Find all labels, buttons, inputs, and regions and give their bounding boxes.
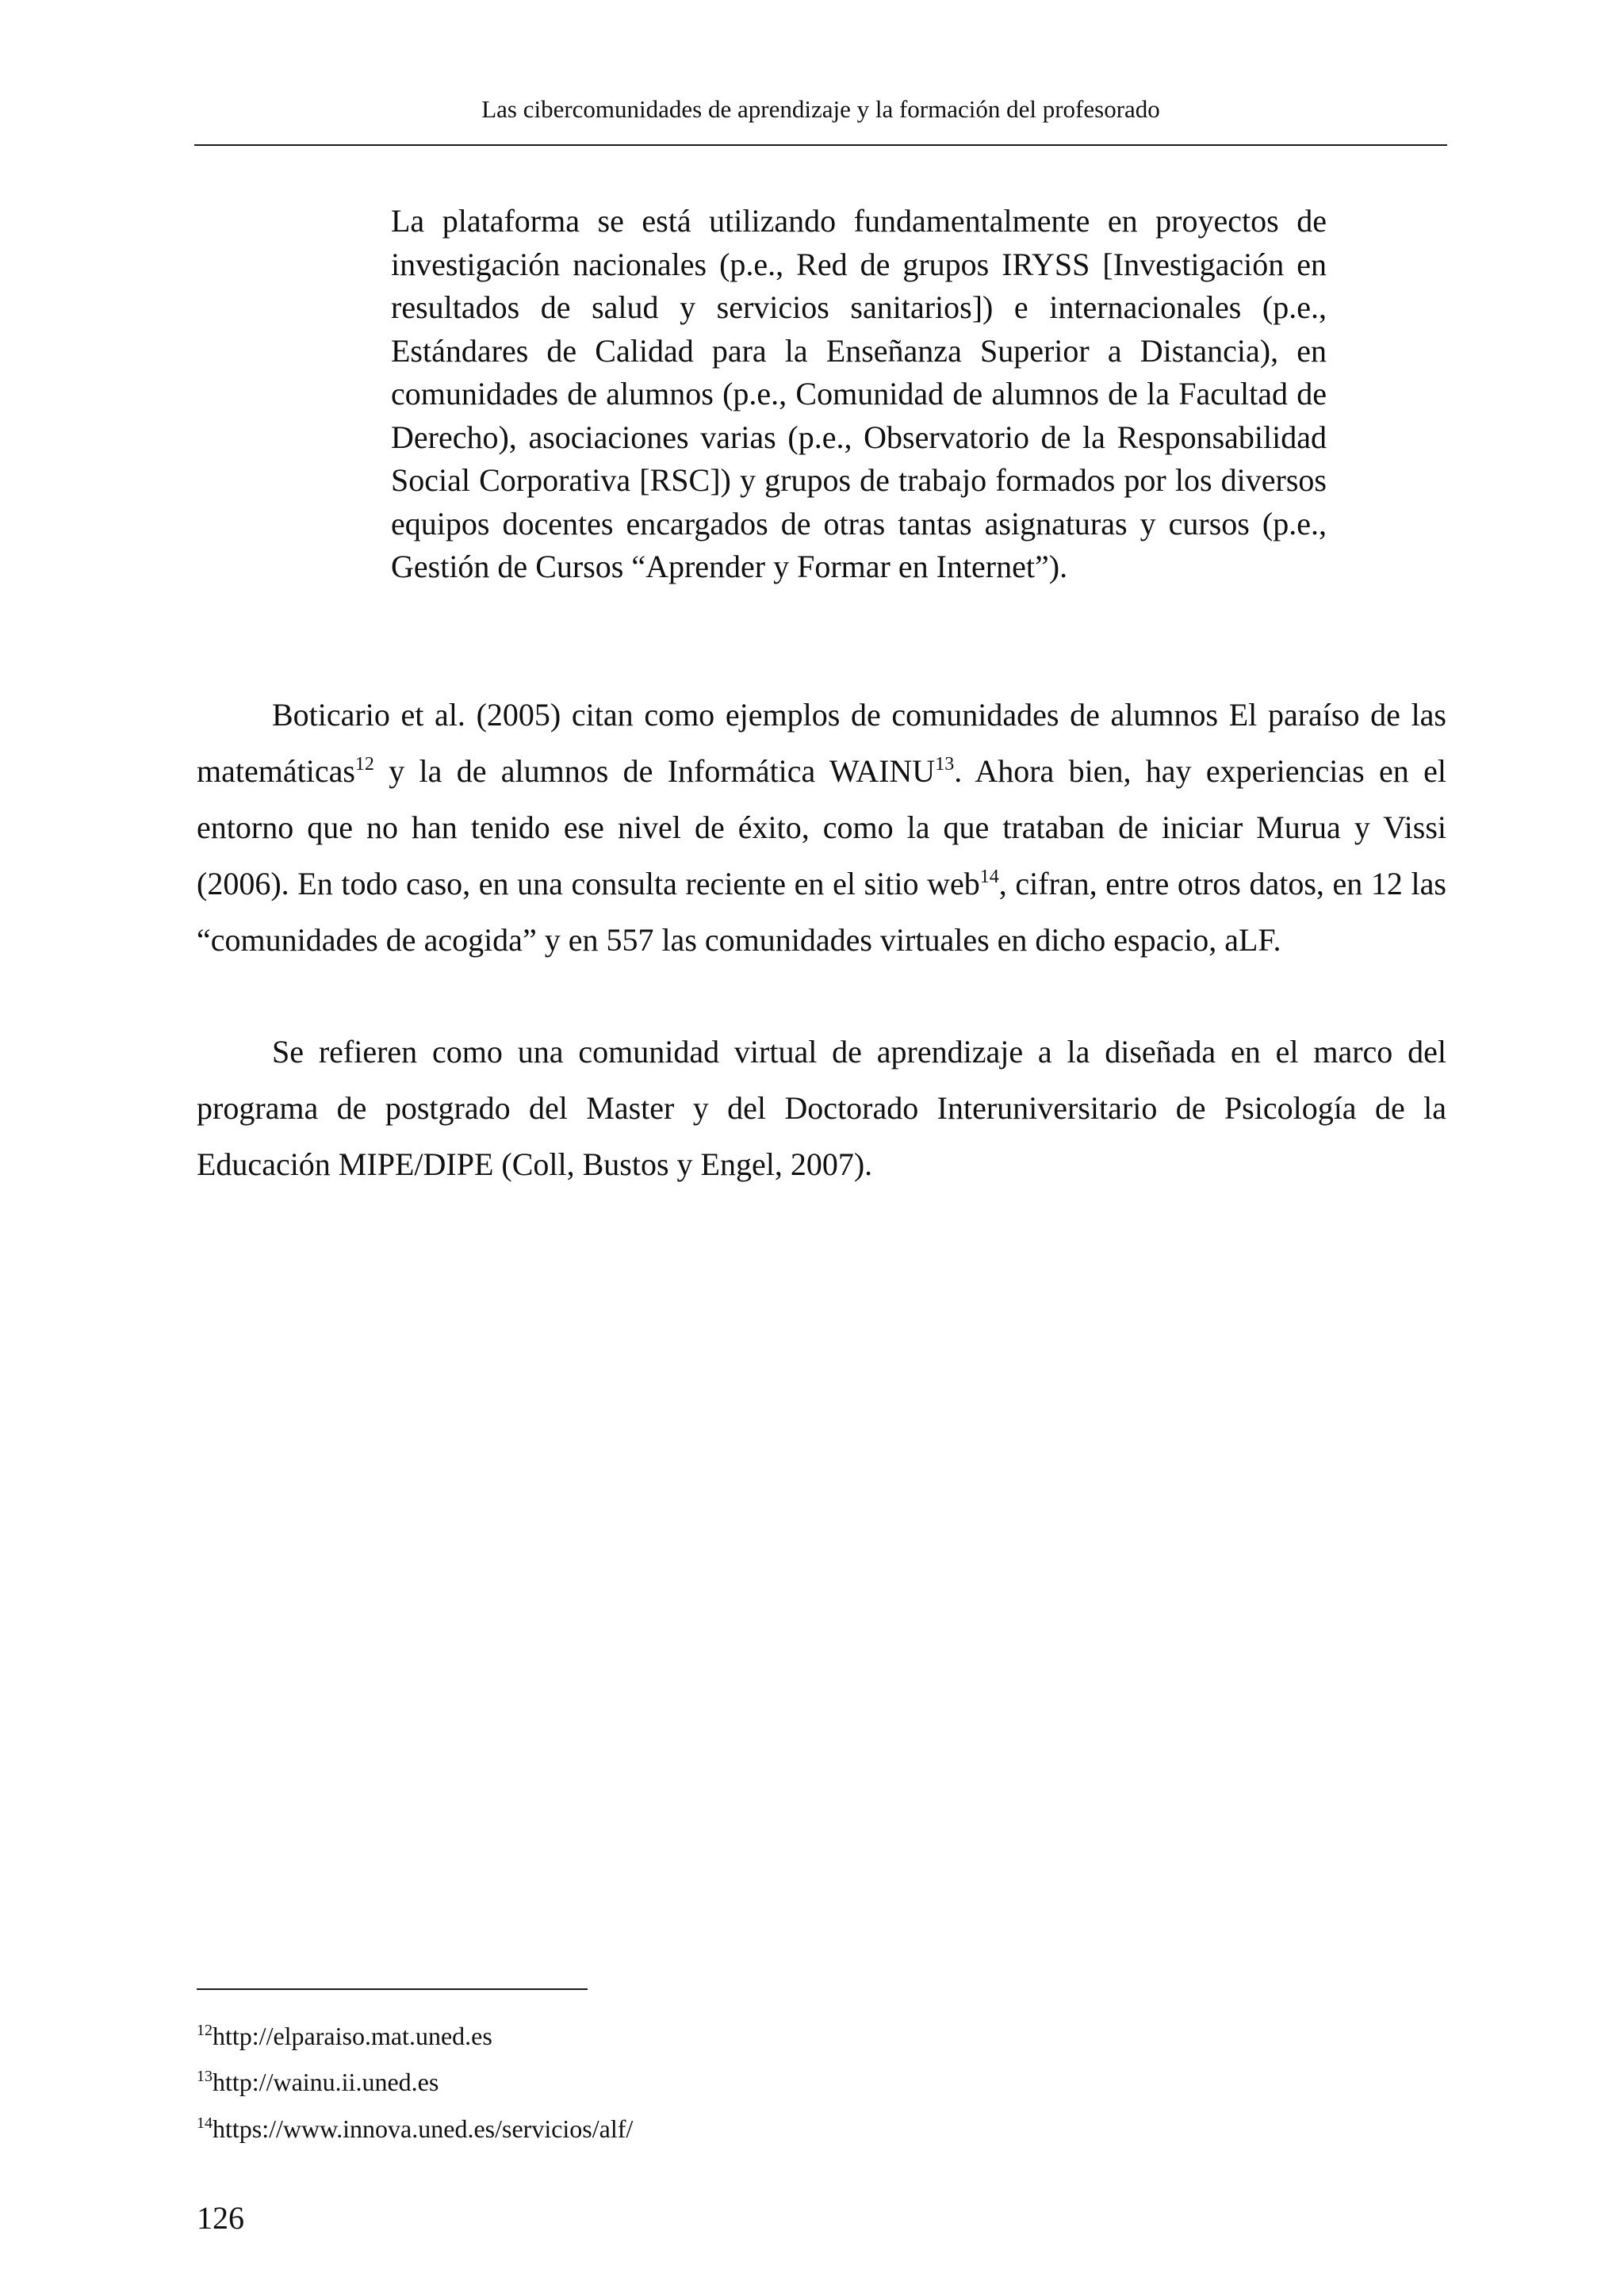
footnote-link[interactable]: https://www.innova.uned.es/servicios/alf/ bbox=[213, 2114, 634, 2143]
running-header: Las cibercomunidades de aprendizaje y la formación del profesorado bbox=[481, 95, 1160, 123]
footnote-number: 14 bbox=[197, 2114, 213, 2132]
body-paragraph: Se refieren como una comunidad virtual de aprendizaje a la diseñada en el marco del programa de postgrado del Master y del Doctorado Interuniversitario de Psicología de la Educación MIPE/DIPE (Coll, Bustos y Engel, 2007). bbox=[197, 1034, 1446, 1182]
footnote-number: 13 bbox=[197, 2068, 213, 2085]
footnote-number: 12 bbox=[197, 2022, 213, 2039]
paragraph-text: y la de alumnos de Informática WAINU bbox=[373, 753, 936, 789]
header-rule bbox=[194, 144, 1447, 146]
footnote bbox=[197, 2020, 492, 2052]
footnote bbox=[197, 2113, 633, 2145]
footnote-link[interactable]: http://elparaiso.mat.uned.es bbox=[213, 2022, 492, 2050]
footnote bbox=[197, 2066, 439, 2098]
paragraph-text: . Ahora bien, hay experiencias en el entorno que no han tenido ese nivel de éxito, como la que trataban de iniciar Murua y Vissi (2006). En todo caso, en una consulta reciente en el sitio web bbox=[197, 753, 1446, 901]
body-paragraph bbox=[197, 687, 1446, 968]
footnote-ref-13[interactable]: 13 bbox=[935, 754, 955, 775]
footnote-ref-12[interactable]: 12 bbox=[354, 754, 374, 775]
paragraph-text: , cifran, entre otros datos, en 12 las “comunidades de acogida” y en 557 las comunidades virtuales en dicho espacio, aLF. bbox=[197, 866, 1446, 958]
page-number: 126 bbox=[197, 2200, 244, 2236]
footnote-rule bbox=[197, 1988, 588, 1990]
footnote-ref-14[interactable]: 14 bbox=[979, 867, 999, 887]
paragraph-text: Boticario et al. (2005) citan como ejemplos de comunidades de alumnos El paraíso de las matemáticas bbox=[197, 697, 1446, 789]
footnote-link[interactable]: http://wainu.ii.uned.es bbox=[213, 2068, 439, 2096]
block-quote: La plataforma se está utilizando fundamentalmente en proyectos de investigación nacionales (p.e., Red de grupos IRYSS [Investigación en resultados de salud y servicios sanitarios]) e internacionales (p.e., Estándares de Calidad para la Enseñanza Superior a Distancia), en comunidades de alumnos (p.e., Comunidad de alumnos de la Facultad de Derecho), asociaciones varias (p.e., Observatorio de la Responsabilidad Social Corporativa [RSC]) y grupos de trabajo formados por los diversos equipos docentes encargados de otras tantas asignaturas y cursos (p.e., Gestión de Cursos “Aprender y Formar en Internet”). bbox=[391, 203, 1327, 584]
